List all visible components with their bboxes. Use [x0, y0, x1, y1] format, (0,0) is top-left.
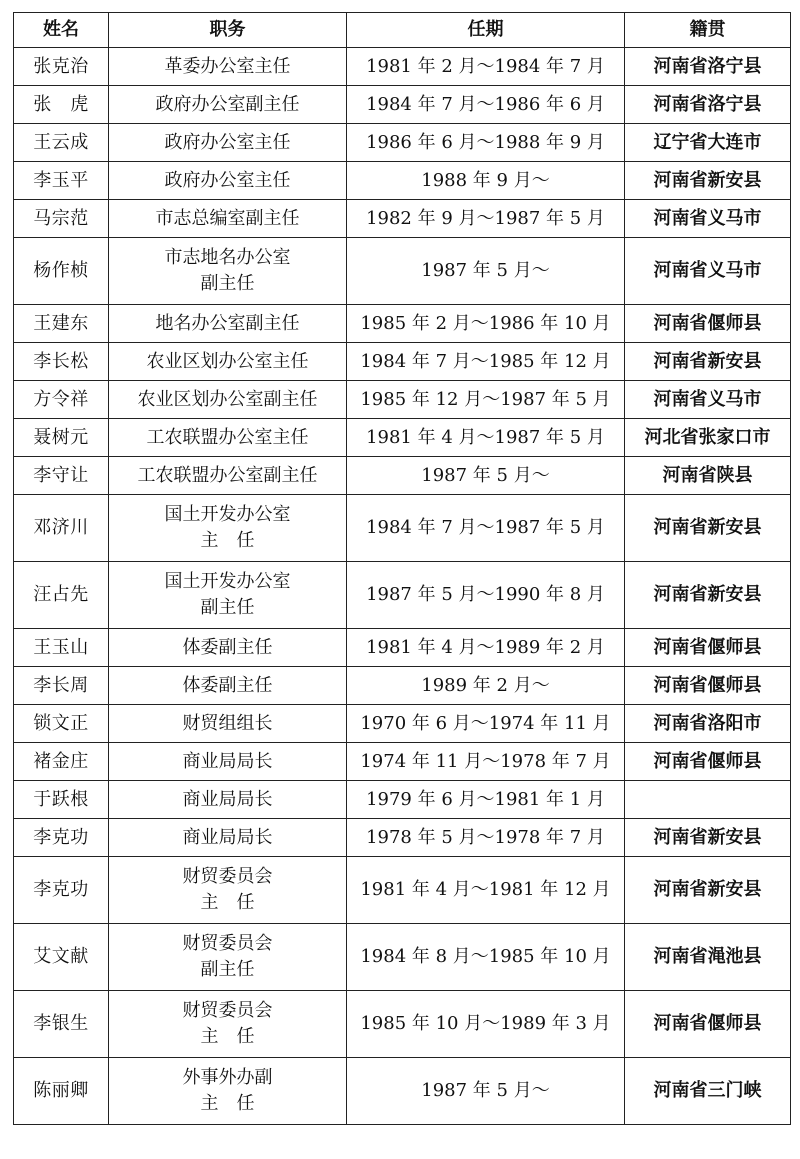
cell-post — [109, 381, 347, 419]
cell-origin: 河南省偃师县 — [625, 991, 791, 1058]
cell-post — [109, 924, 347, 991]
cell-term: 1986 年 6 月～1988 年 9 月 — [347, 124, 625, 162]
cell-name: 王玉山 — [14, 629, 109, 667]
cell-term: 1985 年 10 月～1989 年 3 月 — [347, 991, 625, 1058]
table-row — [14, 495, 791, 562]
cell-post — [109, 562, 347, 629]
post-line: 财贸委员会 — [182, 1000, 273, 1021]
cell-name: 褚金庄 — [14, 743, 109, 781]
post-line: 商业局局长 — [182, 788, 273, 810]
header-name: 姓名 — [14, 13, 109, 48]
post-line: 国土开发办公室 — [164, 504, 291, 525]
post-line: 商业局局长 — [182, 750, 273, 772]
header-term: 任期 — [347, 13, 625, 48]
table-row — [14, 86, 791, 124]
cell-term: 1984 年 7 月～1985 年 12 月 — [347, 343, 625, 381]
cell-post — [109, 48, 347, 86]
table-row — [14, 162, 791, 200]
post-line: 革委办公室主任 — [164, 55, 291, 77]
cell-origin: 河南省义马市 — [625, 238, 791, 305]
cell-name: 李玉平 — [14, 162, 109, 200]
post-line: 体委副主任 — [182, 636, 273, 658]
cell-name: 聂树元 — [14, 419, 109, 457]
cell-post — [109, 991, 347, 1058]
cell-origin: 河南省偃师县 — [625, 743, 791, 781]
cell-term: 1985 年 12 月～1987 年 5 月 — [347, 381, 625, 419]
cell-name: 张克治 — [14, 48, 109, 86]
cell-name: 杨作桢 — [14, 238, 109, 305]
table-row — [14, 1058, 791, 1125]
cell-name: 李长周 — [14, 667, 109, 705]
cell-origin — [625, 781, 791, 819]
cell-origin: 河南省洛宁县 — [625, 86, 791, 124]
post-line: 主 任 — [200, 892, 255, 913]
table-row — [14, 991, 791, 1058]
post-line: 政府办公室主任 — [164, 131, 291, 153]
table-row — [14, 629, 791, 667]
cell-post — [109, 343, 347, 381]
cell-post — [109, 743, 347, 781]
cell-origin: 河南省偃师县 — [625, 629, 791, 667]
table-row — [14, 381, 791, 419]
cell-origin: 河南省新安县 — [625, 819, 791, 857]
table-header-row — [14, 13, 791, 48]
cell-post — [109, 857, 347, 924]
officials-table — [13, 12, 791, 1125]
cell-origin: 河南省新安县 — [625, 162, 791, 200]
table-row — [14, 743, 791, 781]
cell-term: 1987 年 5 月～1990 年 8 月 — [347, 562, 625, 629]
cell-post — [109, 162, 347, 200]
post-line: 市志总编室副主任 — [155, 207, 300, 229]
cell-origin: 河北省张家口市 — [625, 419, 791, 457]
table-row — [14, 305, 791, 343]
post-line: 主 任 — [200, 1026, 255, 1047]
table-row — [14, 200, 791, 238]
cell-term: 1981 年 4 月～1981 年 12 月 — [347, 857, 625, 924]
cell-origin: 河南省新安县 — [625, 562, 791, 629]
post-line: 农业区划办公室副主任 — [137, 388, 318, 410]
post-line: 财贸委员会 — [182, 933, 273, 954]
cell-name: 马宗范 — [14, 200, 109, 238]
post-line: 主 任 — [200, 530, 255, 551]
cell-name: 李守让 — [14, 457, 109, 495]
post-line: 工农联盟办公室副主任 — [137, 464, 318, 486]
cell-term: 1988 年 9 月～ — [347, 162, 625, 200]
cell-term: 1984 年 7 月～1986 年 6 月 — [347, 86, 625, 124]
cell-name: 李克功 — [14, 819, 109, 857]
post-line: 副主任 — [200, 959, 255, 980]
post-line: 主 任 — [200, 1093, 255, 1114]
cell-term: 1984 年 8 月～1985 年 10 月 — [347, 924, 625, 991]
post-line: 政府办公室主任 — [164, 169, 291, 191]
cell-post — [109, 819, 347, 857]
table-row — [14, 924, 791, 991]
cell-post — [109, 1058, 347, 1125]
table-row — [14, 48, 791, 86]
cell-origin: 河南省洛宁县 — [625, 48, 791, 86]
post-line: 国土开发办公室 — [164, 571, 291, 592]
cell-post — [109, 238, 347, 305]
cell-origin: 河南省渑池县 — [625, 924, 791, 991]
cell-post — [109, 86, 347, 124]
cell-term: 1989 年 2 月～ — [347, 667, 625, 705]
table-row — [14, 819, 791, 857]
cell-term: 1987 年 5 月～ — [347, 238, 625, 305]
cell-term: 1981 年 4 月～1989 年 2 月 — [347, 629, 625, 667]
cell-name: 方令祥 — [14, 381, 109, 419]
table-body — [14, 48, 791, 1125]
table-row — [14, 667, 791, 705]
cell-term: 1978 年 5 月～1978 年 7 月 — [347, 819, 625, 857]
cell-term: 1982 年 9 月～1987 年 5 月 — [347, 200, 625, 238]
post-line: 商业局局长 — [182, 826, 273, 848]
cell-post — [109, 419, 347, 457]
cell-name: 王建东 — [14, 305, 109, 343]
post-line: 农业区划办公室主任 — [146, 350, 309, 372]
cell-name: 锁文正 — [14, 705, 109, 743]
post-line: 财贸组组长 — [182, 712, 273, 734]
cell-origin: 河南省义马市 — [625, 200, 791, 238]
cell-name: 李长松 — [14, 343, 109, 381]
cell-term: 1979 年 6 月～1981 年 1 月 — [347, 781, 625, 819]
cell-origin: 河南省偃师县 — [625, 305, 791, 343]
cell-origin: 辽宁省大连市 — [625, 124, 791, 162]
cell-name: 陈丽卿 — [14, 1058, 109, 1125]
table-row — [14, 857, 791, 924]
post-line: 地名办公室副主任 — [155, 312, 300, 334]
post-line: 副主任 — [200, 273, 255, 294]
table-row — [14, 343, 791, 381]
cell-origin: 河南省陕县 — [625, 457, 791, 495]
cell-name: 张 虎 — [14, 86, 109, 124]
table-row — [14, 562, 791, 629]
table-row — [14, 781, 791, 819]
cell-origin: 河南省偃师县 — [625, 667, 791, 705]
cell-name: 王云成 — [14, 124, 109, 162]
cell-term: 1987 年 5 月～ — [347, 1058, 625, 1125]
cell-post — [109, 705, 347, 743]
header-post: 职务 — [109, 13, 347, 48]
cell-name: 李克功 — [14, 857, 109, 924]
table-row — [14, 705, 791, 743]
post-line: 外事外办副 — [182, 1067, 273, 1088]
cell-origin: 河南省新安县 — [625, 857, 791, 924]
cell-term: 1984 年 7 月～1987 年 5 月 — [347, 495, 625, 562]
officials-table-container — [13, 12, 790, 1125]
cell-name: 于跃根 — [14, 781, 109, 819]
cell-name: 李银生 — [14, 991, 109, 1058]
cell-term: 1987 年 5 月～ — [347, 457, 625, 495]
cell-origin: 河南省新安县 — [625, 343, 791, 381]
cell-term: 1985 年 2 月～1986 年 10 月 — [347, 305, 625, 343]
post-line: 财贸委员会 — [182, 866, 273, 887]
cell-post — [109, 305, 347, 343]
cell-post — [109, 124, 347, 162]
header-origin: 籍贯 — [625, 13, 791, 48]
cell-post — [109, 667, 347, 705]
post-line: 体委副主任 — [182, 674, 273, 696]
table-row — [14, 457, 791, 495]
table-row — [14, 124, 791, 162]
cell-post — [109, 781, 347, 819]
table-row — [14, 419, 791, 457]
post-line: 副主任 — [200, 597, 255, 618]
cell-post — [109, 200, 347, 238]
cell-origin: 河南省新安县 — [625, 495, 791, 562]
post-line: 市志地名办公室 — [164, 247, 291, 268]
table-row — [14, 238, 791, 305]
cell-origin: 河南省义马市 — [625, 381, 791, 419]
post-line: 政府办公室副主任 — [155, 93, 300, 115]
cell-term: 1970 年 6 月～1974 年 11 月 — [347, 705, 625, 743]
cell-post — [109, 457, 347, 495]
cell-name: 邓济川 — [14, 495, 109, 562]
cell-origin: 河南省三门峡 — [625, 1058, 791, 1125]
cell-name: 艾文献 — [14, 924, 109, 991]
cell-name: 汪占先 — [14, 562, 109, 629]
cell-term: 1974 年 11 月～1978 年 7 月 — [347, 743, 625, 781]
post-line: 工农联盟办公室主任 — [146, 426, 309, 448]
cell-term: 1981 年 2 月～1984 年 7 月 — [347, 48, 625, 86]
cell-term: 1981 年 4 月～1987 年 5 月 — [347, 419, 625, 457]
cell-post — [109, 495, 347, 562]
cell-post — [109, 629, 347, 667]
cell-origin: 河南省洛阳市 — [625, 705, 791, 743]
